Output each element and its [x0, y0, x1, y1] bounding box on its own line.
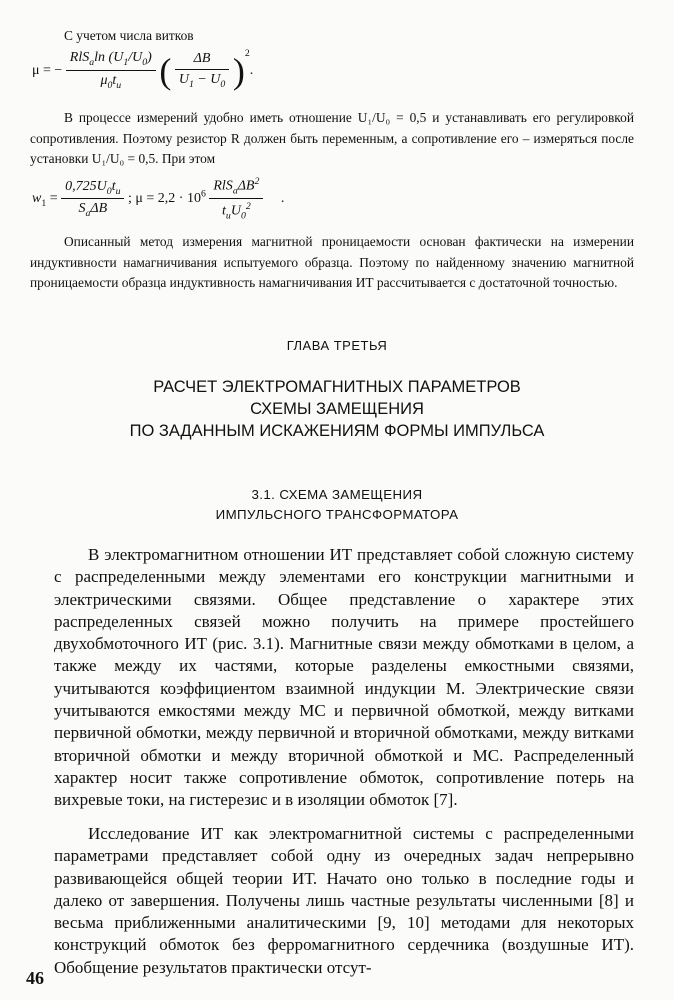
paragraph-body-1: В электромагнитном отношении ИТ представляет собой сложную систему с распределенными между элементами его конструкции магнитными и электрическими связями. Общее представление о характере этих распределенных связей можно получить на примере простейшего двухобмоточного ИТ (рис. 3.1). Магнитные связи между обмотками в целом, а также между их частями, которые разделены емкостными связями, учитываются коэффициентом взаимной индукции M. Электрические связи учитываются емкостями между МС и первичной обмоткой, между витками первичной обмотки, между первичной и вторичной обмотками, между витками вторичной обмотки и между вторичной обмоткой и МС. Распределенный характер носит также сопротивление обмоток, сопротивление потерь на вихревые токи, на гистерезис и в изоляции обмоток [7].	[54, 545, 634, 810]
chapter-title	[0, 376, 674, 442]
page-number: 46	[26, 968, 44, 988]
formula-w1-mu: $w_1$ = $\frac{0,725U_0t_и}{S_a\Delta B}$ ; $\mu = 2,2 \cdot 10^6$ $\frac{RlS_a\Delta B^2}{t_иU_0^2}$ .	[32, 176, 285, 222]
paragraph-method: Описанный метод измерения магнитной проницаемости основан фактически на измерении индуктивности намагничивания испытуемого образца. Поэтому по найденному значению магнитной проницаемости образца индуктивность намагничивания ИТ рассчитывается с достаточной точностью.	[30, 234, 634, 291]
section-title	[0, 485, 674, 525]
formula1-lhs: μ = −	[32, 63, 63, 78]
formula2-fraction-mu: $\frac{RlS_a\Delta B^2}{t_иU_0^2}$	[209, 176, 263, 222]
chapter-title-line: РАСЧЕТ ЭЛЕКТРОМАГНИТНЫХ ПАРАМЕТРОВ	[153, 378, 521, 396]
chapter-label: ГЛАВА ТРЕТЬЯ	[286, 338, 388, 353]
formula-mu-1: μ = − $\frac{RlS_a\ln (U_1/U_0)}{\mu_0t_и}$ ( $\frac{\Delta B}{U_1 - U_0}$ )$^2$.	[32, 48, 254, 92]
formula1-inner-fraction: $\frac{\Delta B}{U_1 - U_0}$	[175, 51, 230, 90]
chapter-title-line: СХЕМЫ ЗАМЕЩЕНИЯ	[250, 400, 424, 418]
paragraph-measurement: В процессе измерений удобно иметь отношение U₁/U₀ = 0,5 и устанавливать его регулировкой сопротивления. Поэтому резистор R должен быть переменным, а сопротивление его – измеряться после установки U₁/U₀ = 0,5. При этом	[30, 110, 634, 167]
formula2-fraction-w1: $\frac{0,725U_0t_и}{S_a\Delta B}$	[61, 179, 124, 220]
section-title-line: ИМПУЛЬСНОГО ТРАНСФОРМАТОРА	[215, 507, 459, 522]
intro-line: С учетом числа витков	[64, 28, 194, 43]
formula1-fraction: $\frac{RlS_a\ln (U_1/U_0)}{\mu_0t_и}$	[66, 50, 156, 91]
section-title-line: 3.1. СХЕМА ЗАМЕЩЕНИЯ	[251, 487, 423, 502]
chapter-title-line: ПО ЗАДАННЫМ ИСКАЖЕНИЯМ ФОРМЫ ИМПУЛЬСА	[129, 422, 545, 440]
paragraph-body-2: Исследование ИТ как электромагнитной системы с распределенными параметрами представляет собой одну из очередных задач непрерывно развивающейся общей теории ИТ. Начато оно только в последние годы и далеко от завершения. Получены лишь частные результаты численными [8] и весьма приближенными аналитическими [9, 10] методами для некоторых конструкций обмоток без ферромагнитного сердечника (воздушные ИТ). Обобщение результатов практически отсут-	[54, 824, 634, 977]
